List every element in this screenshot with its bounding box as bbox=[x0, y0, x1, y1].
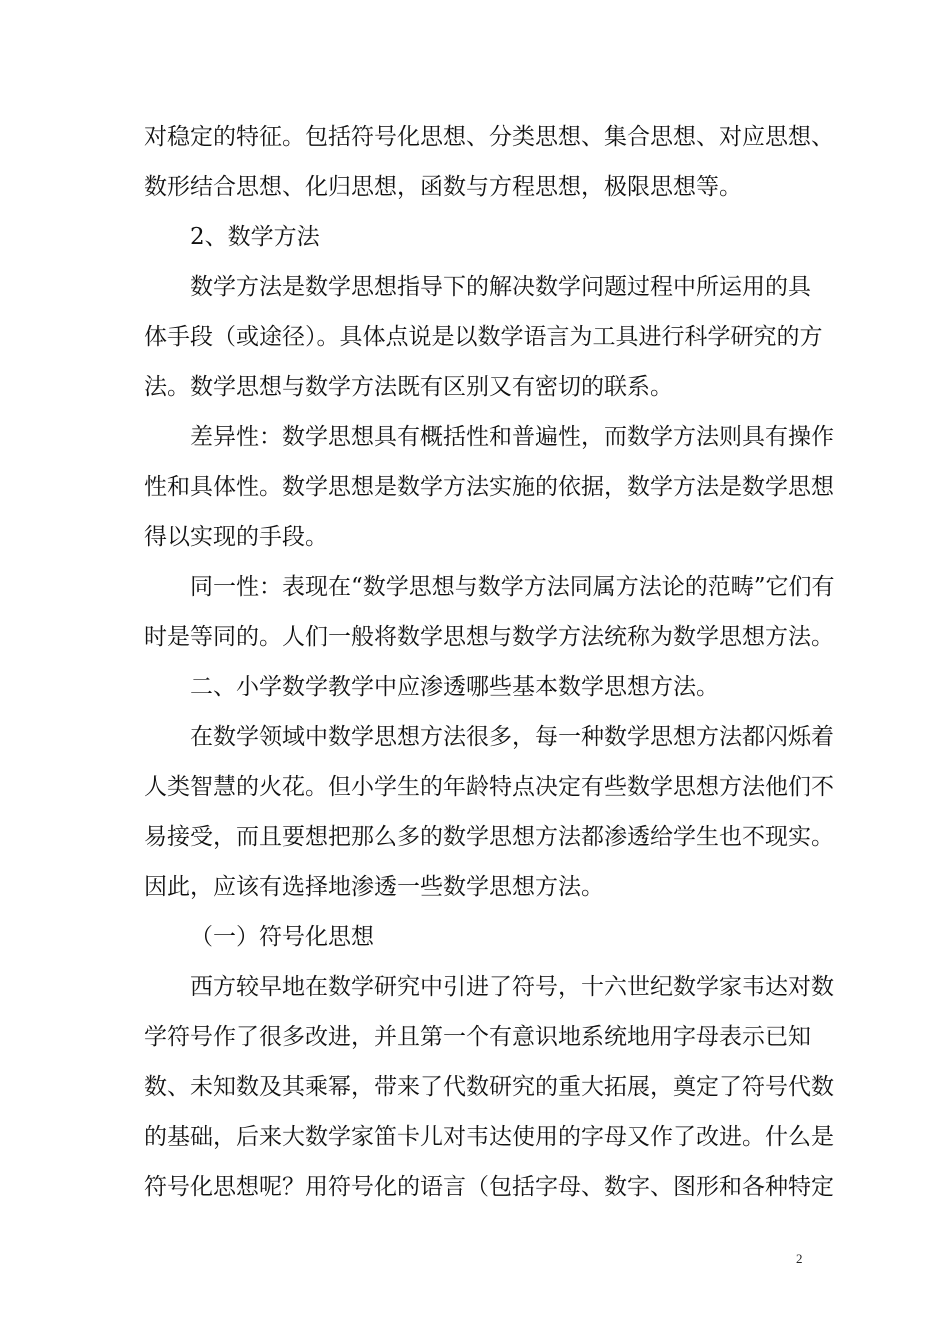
section-heading: 2、数学方法 bbox=[190, 224, 320, 250]
paragraph-line: 对稳定的特征。包括符号化思想、分类思想、集合思想、对应思想、 bbox=[144, 124, 834, 150]
paragraph-line: 性和具体性。数学思想是数学方法实施的依据，数学方法是数学思想 bbox=[144, 474, 834, 500]
paragraph-line: 法。数学思想与数学方法既有区别又有密切的联系。 bbox=[144, 374, 673, 400]
subsection-heading: （一）符号化思想 bbox=[190, 924, 374, 950]
paragraph-line: 数形结合思想、化归思想，函数与方程思想，极限思想等。 bbox=[144, 174, 742, 200]
page-number: 2 bbox=[796, 1251, 803, 1266]
paragraph-line: 时是等同的。人们一般将数学思想与数学方法统称为数学思想方法。 bbox=[144, 624, 834, 650]
paragraph-line: 在数学领域中数学思想方法很多，每一种数学思想方法都闪烁着 bbox=[190, 724, 834, 750]
paragraph-line: 数、未知数及其乘幂，带来了代数研究的重大拓展，奠定了符号代数 bbox=[144, 1074, 834, 1100]
section-heading: 二、小学数学教学中应渗透哪些基本数学思想方法。 bbox=[190, 674, 719, 700]
paragraph-line: 西方较早地在数学研究中引进了符号，十六世纪数学家韦达对数 bbox=[190, 974, 834, 1000]
paragraph-line: 同一性：表现在“数学思想与数学方法同属方法论的范畴”它们有 bbox=[190, 574, 835, 600]
paragraph-line: 得以实现的手段。 bbox=[144, 524, 328, 550]
paragraph-line: 易接受，而且要想把那么多的数学思想方法都渗透给学生也不现实。 bbox=[144, 824, 834, 850]
paragraph-line: 差异性：数学思想具有概括性和普遍性，而数学方法则具有操作 bbox=[190, 424, 834, 450]
paragraph-line: 人类智慧的火花。但小学生的年龄特点决定有些数学思想方法他们不 bbox=[144, 774, 834, 800]
paragraph-line: 的基础，后来大数学家笛卡儿对韦达使用的字母又作了改进。什么是 bbox=[144, 1124, 834, 1150]
paragraph-line: 体手段（或途径）。具体点说是以数学语言为工具进行科学研究的方 bbox=[144, 324, 823, 350]
paragraph-line: 学符号作了很多改进，并且第一个有意识地系统地用字母表示已知 bbox=[144, 1024, 811, 1050]
paragraph-line: 数学方法是数学思想指导下的解决数学问题过程中所运用的具 bbox=[190, 274, 811, 300]
paragraph-line: 符号化思想呢？用符号化的语言（包括字母、数字、图形和各种特定 bbox=[144, 1174, 834, 1200]
paragraph-line: 因此，应该有选择地渗透一些数学思想方法。 bbox=[144, 874, 604, 900]
